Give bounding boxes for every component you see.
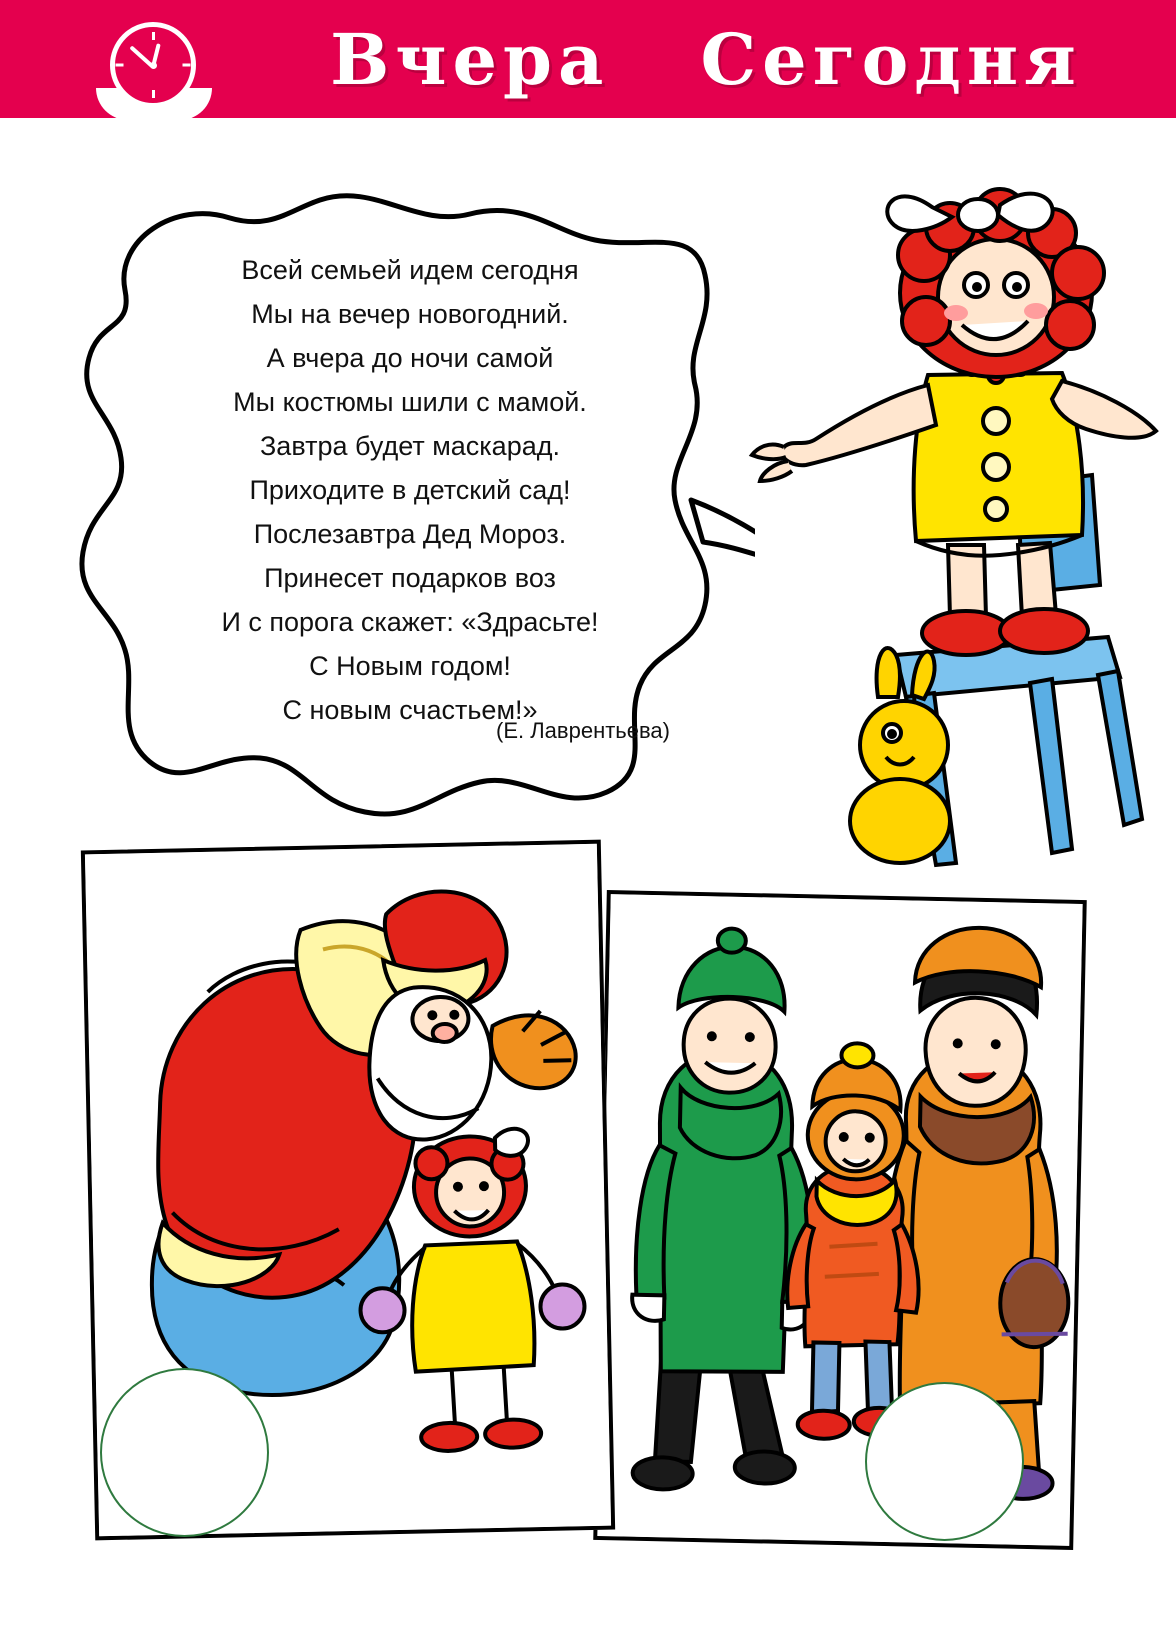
clock-center-pivot	[150, 62, 157, 69]
clock-tick-12	[152, 32, 155, 40]
clock-tick-3	[183, 64, 191, 67]
poem-bubble	[55, 170, 755, 830]
poem-line: Мы на вечер новогодний.	[251, 299, 569, 329]
poem-line: С новым счастьем!»	[282, 695, 538, 725]
clock-tick-9	[116, 64, 124, 67]
poem-line: Приходите в детский сад!	[249, 475, 571, 505]
hair-bow	[887, 194, 1052, 231]
clock-icon	[110, 22, 196, 108]
poem-text	[150, 248, 670, 732]
poem-line: Всей семьей идем сегодня	[241, 255, 579, 285]
answer-circle-right[interactable]	[865, 1382, 1024, 1541]
page-title: Вчера Сегодня	[330, 17, 1082, 101]
answer-circle-left[interactable]	[100, 1368, 269, 1537]
girl-on-chair-illustration	[700, 185, 1160, 885]
poem-line: Послезавтра Дед Мороз.	[253, 519, 567, 549]
poem-author: (Е. Лаврентьева)	[496, 718, 670, 743]
clock-tick-6	[152, 90, 155, 98]
poem-line: Завтра будет маскарад.	[260, 431, 560, 461]
poem-line: А вчера до ночи самой	[266, 343, 554, 373]
poem-line: С Новым годом!	[309, 651, 511, 681]
poem-line: И с порога скажет: «Здрасьте!	[221, 607, 599, 637]
poem-line: Мы костюмы шили с мамой.	[233, 387, 587, 417]
poem-line: Принесет подарков воз	[264, 563, 556, 593]
